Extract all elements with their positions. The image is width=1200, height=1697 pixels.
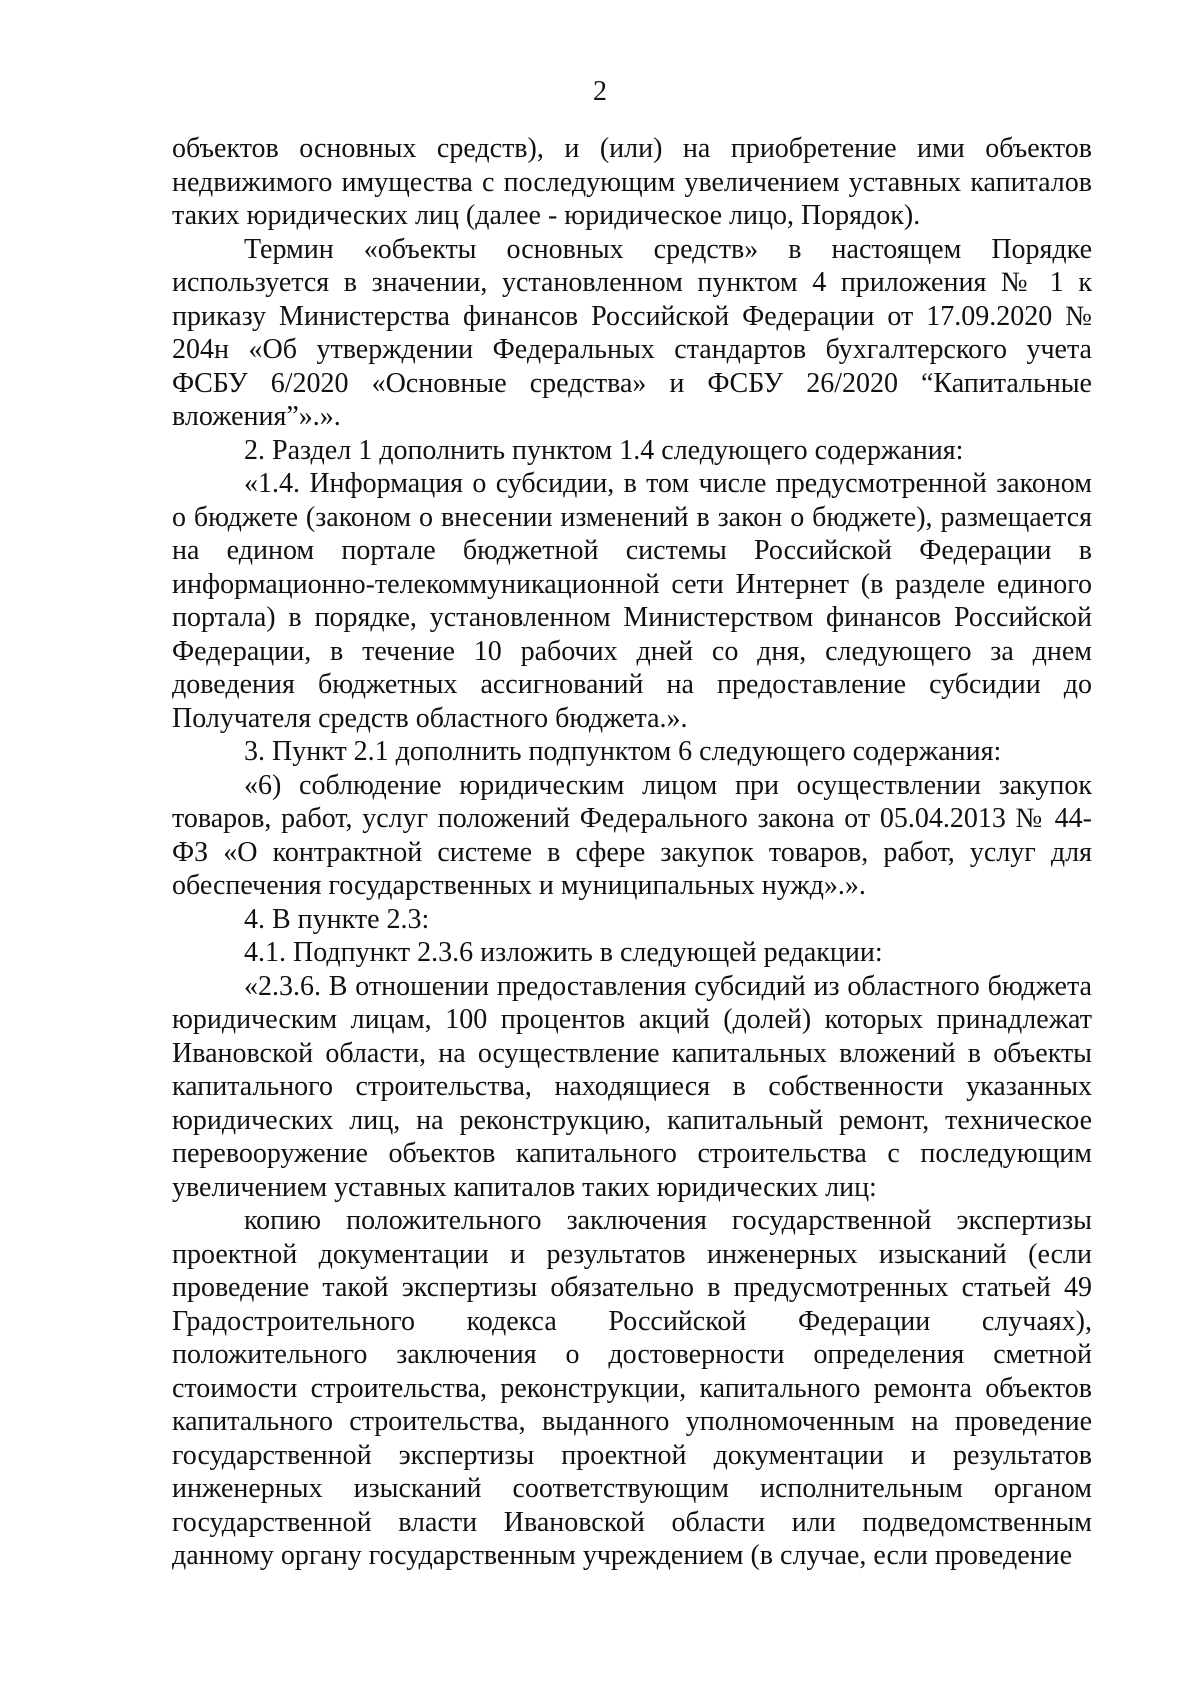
paragraph-item-4-1: 4.1. Подпункт 2.3.6 изложить в следующей редакции: xyxy=(244,937,883,968)
paragraph-item-2-3-6: «2.3.6. В отношении предоставления субсидий из областного бюджета юридическим лицам, 100 процентов акций (долей) которых принадлежат Ивановской области, на осуществление капитальных вложений в объекты капитального строительства, находящиеся в собственности указанных юридических лиц, на реконструкцию, капитальный ремонт, техническое перевооружение объектов капитального строительства с последующим увеличением уставных капиталов таких юридических лиц: xyxy=(172,970,1092,1203)
paragraph-subitem-6: «6) соблюдение юридическим лицом при осуществлении закупок товаров, работ, услуг положений Федерального закона от 05.04.2013 № 44-ФЗ «О контрактной системе в сфере закупок товаров, работ, услуг для обеспечения государственных и муниципальных нужд».». xyxy=(172,769,1092,901)
paragraph-item-3: 3. Пункт 2.1 дополнить подпунктом 6 следующего содержания: xyxy=(244,736,1002,767)
document-body xyxy=(172,132,1092,1573)
paragraph-term-definition: Термин «объекты основных средств» в настоящем Порядке используется в значении, установленном пунктом 4 приложения № 1 к приказу Министерства финансов Российской Федерации от 17.09.2020 № 204н «Об утверждении Федеральных стандартов бухгалтерского учета ФСБУ 6/2020 «Основные средства» и ФСБУ 26/2020 “Капитальные вложения”».». xyxy=(172,233,1092,432)
page-number: 2 xyxy=(593,76,607,107)
paragraph-item-4: 4. В пункте 2.3: xyxy=(244,903,430,935)
paragraph-continuation: объектов основных средств), и (или) на приобретение ими объектов недвижимого имущества с последующим увеличением уставных капиталов таких юридических лиц (далее - юридическое лицо, Порядок). xyxy=(172,133,1092,231)
paragraph-expertise-copy: копию положительного заключения государственной экспертизы проектной документации и результатов инженерных изысканий (если проведение такой экспертизы обязательно в предусмотренных статьей 49 Градостроительного кодекса Российской Федерации случаях), положительного заключения о достоверности определения сметной стоимости строительства, реконструкции, капитального ремонта объектов капитального строительства, выданного уполномоченным на проведение государственной экспертизы проектной документации и результатов инженерных изысканий соответствующим исполнительным органом государственной власти Ивановской области или подведомственным данному органу государственным учреждением (в случае, если проведение xyxy=(172,1205,1092,1571)
paragraph-item-2: 2. Раздел 1 дополнить пунктом 1.4 следующего содержания: xyxy=(244,434,964,466)
paragraph-item-1-4: «1.4. Информация о субсидии, в том числе предусмотренной законом о бюджете (законом о внесении изменений в закон о бюджете), размещается на едином портале бюджетной системы Российской Федерации в информационно-телекоммуникационной сети Интернет (в разделе единого портала) в порядке, установленном Министерством финансов Российской Федерации, в течение 10 рабочих дней со дня, следующего за днем доведения бюджетных ассигнований на предоставление субсидии до Получателя средств областного бюджета.». xyxy=(172,468,1092,734)
